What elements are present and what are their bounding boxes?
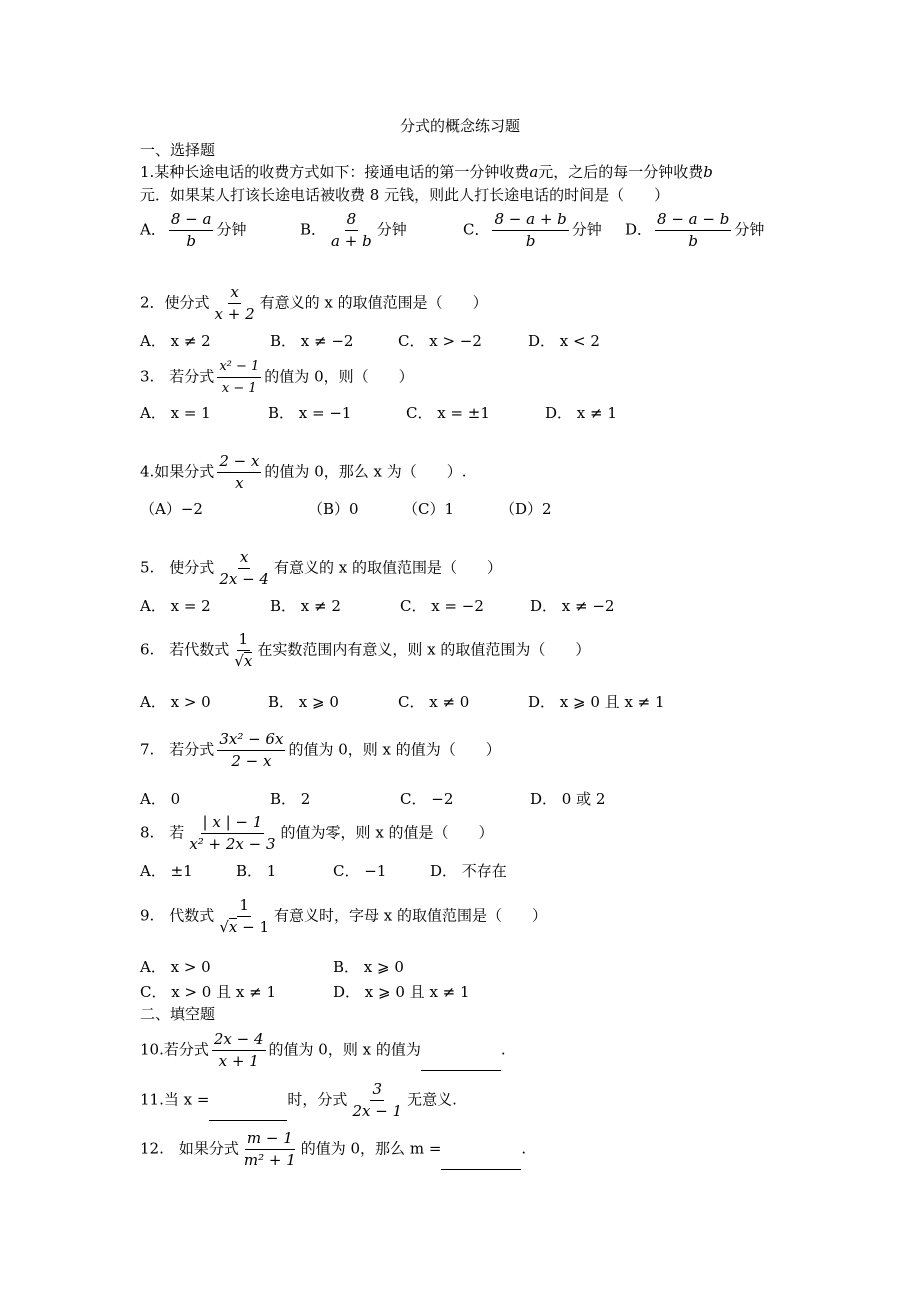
q4-option-d[interactable]: （D）2 xyxy=(500,500,552,518)
q4-option-a[interactable]: （A）−2 xyxy=(140,500,203,518)
q2-option-c[interactable]: C． x > −2 xyxy=(398,332,482,350)
q5-option-a[interactable]: A． x = 2 xyxy=(140,597,211,615)
q8-option-a[interactable]: A． ±1 xyxy=(140,862,193,880)
q7-option-a[interactable]: A． 0 xyxy=(140,790,181,808)
q1-option-d[interactable]: D． $\frac{8 - a - b}{b}$ 分钟 xyxy=(625,210,765,250)
q5-option-b[interactable]: B． x ≠ 2 xyxy=(270,597,341,615)
section-heading-choice: 一、选择题 xyxy=(140,141,216,159)
question-2: 2．使分式 $\frac{x}{x + 2}$ 有意义的 x 的取值范围是（ ） xyxy=(140,283,488,323)
q1-option-a[interactable]: A． $\frac{8 - a}{b}$ 分钟 xyxy=(140,210,247,250)
q5-option-d[interactable]: D． x ≠ −2 xyxy=(530,597,615,615)
q1-option-c[interactable]: C． $\frac{8 - a + b}{b}$ 分钟 xyxy=(463,210,602,250)
q3-option-d[interactable]: D． x ≠ 1 xyxy=(545,404,617,422)
q8-option-b[interactable]: B． 1 xyxy=(236,862,277,880)
q4-option-b[interactable]: （B）0 xyxy=(308,500,359,518)
q6-option-a[interactable]: A． x > 0 xyxy=(140,693,211,711)
q5-option-c[interactable]: C． x = −2 xyxy=(400,597,484,615)
q1-option-b[interactable]: B． $\frac{8}{a + b}$ 分钟 xyxy=(300,210,407,250)
q8-option-d[interactable]: D． 不存在 xyxy=(430,862,507,880)
q6-option-d[interactable]: D． x ⩾ 0 且 x ≠ 1 xyxy=(528,693,665,711)
answer-blank[interactable] xyxy=(441,1153,521,1170)
question-6: 6. 若代数式 $\frac{1}{√x}$ 在实数范围内有意义，则 x 的取值范围为（ ） xyxy=(140,630,591,670)
question-3: 3. 若分式 $\frac{\text{x² − 1}}{x - 1}$ 的值为 0，则（ ） xyxy=(140,359,414,396)
q9-option-a[interactable]: A． x > 0 xyxy=(140,958,211,976)
sqrt-icon: √ xyxy=(234,652,244,670)
page-title: 分式的概念练习题 xyxy=(399,117,520,135)
answer-blank[interactable] xyxy=(421,1054,501,1071)
question-12: 12. 如果分式 $\frac{m - 1}{\text{m² + 1}}$ 的值为 0，那么 m = . xyxy=(140,1129,527,1169)
question-11: 11.当 x = 时，分式 $\frac{3}{2x - 1}$ 无意义. xyxy=(140,1080,457,1120)
q6-option-c[interactable]: C． x ≠ 0 xyxy=(398,693,470,711)
q7-option-b[interactable]: B． 2 xyxy=(270,790,311,808)
q1-var-a: a xyxy=(529,163,539,181)
question-9: 9. 代数式 $\frac{1}{√x - 1}$ 有意义时，字母 x 的取值范围是（ ） xyxy=(140,896,547,936)
q9-option-d[interactable]: D． x ⩾ 0 且 x ≠ 1 xyxy=(333,983,470,1001)
sqrt-icon: √ xyxy=(219,918,229,936)
q7-option-c[interactable]: C． −2 xyxy=(400,790,454,808)
q7-option-d[interactable]: D． 0 或 2 xyxy=(530,790,606,808)
q9-option-b[interactable]: B． x ⩾ 0 xyxy=(333,958,404,976)
q3-option-c[interactable]: C． x = ±1 xyxy=(406,404,490,422)
answer-blank[interactable] xyxy=(209,1104,287,1121)
q1-text-2: 元，之后的每一分钟收费 xyxy=(538,163,704,181)
q2-option-b[interactable]: B． x ≠ −2 xyxy=(270,332,354,350)
question-1-line-2: 元．如果某人打该长途电话被收费 8 元钱，则此人打长途电话的时间是（ ） xyxy=(140,186,670,204)
q8-option-c[interactable]: C． −1 xyxy=(333,862,387,880)
question-1-line-1 xyxy=(140,162,713,182)
question-4: 4.如果分式 $\frac{2 - x}{x}$ 的值为 0，那么 x 为（ ）. xyxy=(140,452,467,492)
question-5: 5. 使分式 $\frac{x}{2x - 4}$ 有意义的 x 的取值范围是（ ） xyxy=(140,548,502,588)
q9-option-c[interactable]: C． x > 0 且 x ≠ 1 xyxy=(140,983,276,1001)
q1-text: 1.某种长途电话的收费方式如下：接通电话的第一分钟收费 xyxy=(140,163,530,181)
question-7: 7. 若分式 $\frac{\text{3x² − 6x}}{2 - x}$ 的值为 0，则 x 的值为（ ） xyxy=(140,730,501,770)
q4-option-c[interactable]: （C）1 xyxy=(403,500,455,518)
q2-option-a[interactable]: A． x ≠ 2 xyxy=(140,332,211,350)
question-8: 8. 若 $\frac{| x | - 1}{\text{x² + 2x − 3}}$ 的值为零，则 x 的值是（ ） xyxy=(140,813,494,853)
q1-var-b: b xyxy=(703,163,713,181)
q3-option-a[interactable]: A． x = 1 xyxy=(140,404,211,422)
section-heading-fill: 二、填空题 xyxy=(140,1005,216,1023)
q3-option-b[interactable]: B． x = −1 xyxy=(268,404,352,422)
q6-option-b[interactable]: B． x ⩾ 0 xyxy=(268,693,339,711)
q2-option-d[interactable]: D． x < 2 xyxy=(528,332,600,350)
question-10: 10.若分式 $\frac{2x - 4}{x + 1}$ 的值为 0，则 x 的值为 . xyxy=(140,1030,506,1070)
